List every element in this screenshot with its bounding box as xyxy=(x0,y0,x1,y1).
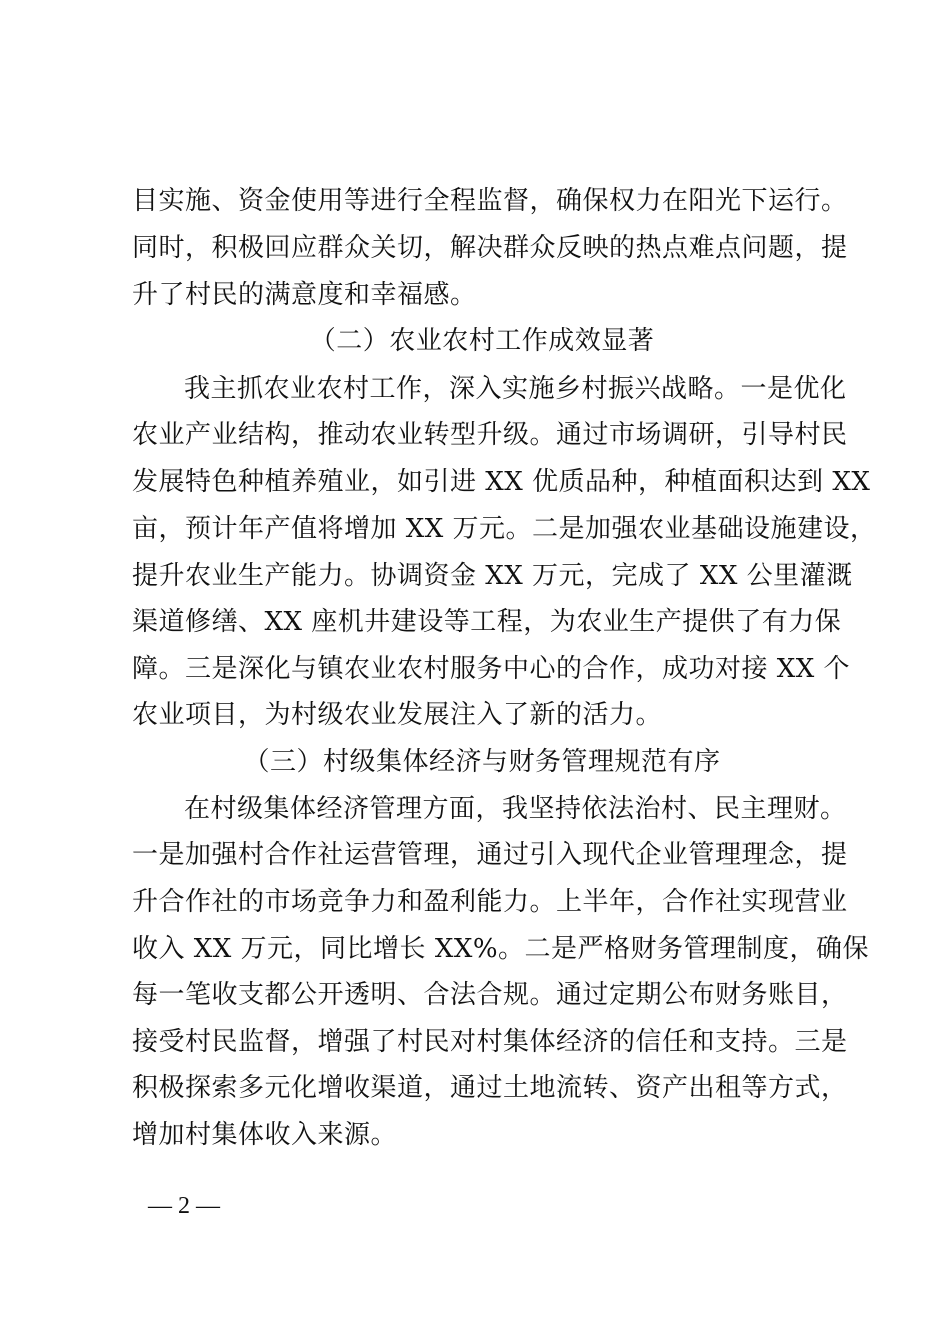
paragraph-line: 渠道修缮、XX 座机井建设等工程，为农业生产提供了有力保 xyxy=(132,607,842,637)
paragraph-line: 积极探索多元化增收渠道，通过土地流转、资产出租等方式， xyxy=(132,1073,848,1103)
paragraph-line: 每一笔收支都公开透明、合法合规。通过定期公布财务账目， xyxy=(132,980,848,1010)
paragraph-line: 同时，积极回应群众关切，解决群众反映的热点难点问题，提 xyxy=(132,233,848,263)
section-heading: （二）农业农村工作成效显著 xyxy=(309,326,655,356)
page-number: — 2 — xyxy=(148,1193,220,1219)
paragraph-line: 农业项目，为村级农业发展注入了新的活力。 xyxy=(132,700,663,730)
paragraph-line: 我主抓农业农村工作，深入实施乡村振兴战略。一是优化 xyxy=(184,374,847,404)
paragraph-line: 提升农业生产能力。协调资金 XX 万元，完成了 XX 公里灌溉 xyxy=(132,561,853,591)
paragraph-line: 障。三是深化与镇农业农村服务中心的合作，成功对接 XX 个 xyxy=(132,654,851,684)
paragraph-line: 目实施、资金使用等进行全程监督，确保权力在阳光下运行。 xyxy=(132,186,848,216)
paragraph-line: 接受村民监督，增强了村民对村集体经济的信任和支持。三是 xyxy=(132,1027,848,1057)
paragraph-line: 升了村民的满意度和幸福感。 xyxy=(132,280,477,310)
section-heading: （三）村级集体经济与财务管理规范有序 xyxy=(243,747,721,777)
paragraph-line: 在村级集体经济管理方面，我坚持依法治村、民主理财。 xyxy=(184,794,847,824)
paragraph-line: 收入 XX 万元，同比增长 XX%。二是严格财务管理制度，确保 xyxy=(132,934,870,964)
paragraph-line: 增加村集体收入来源。 xyxy=(132,1120,398,1150)
paragraph-line: 农业产业结构，推动农业转型升级。通过市场调研，引导村民 xyxy=(132,420,848,450)
paragraph-line: 发展特色种植养殖业，如引进 XX 优质品种，种植面积达到 XX xyxy=(132,467,871,497)
paragraph-line: 升合作社的市场竞争力和盈利能力。上半年，合作社实现营业 xyxy=(132,887,848,917)
paragraph-line: 亩，预计年产值将增加 XX 万元。二是加强农业基础设施建设， xyxy=(132,514,877,544)
paragraph-line: 一是加强村合作社运营管理，通过引入现代企业管理理念，提 xyxy=(132,840,848,870)
